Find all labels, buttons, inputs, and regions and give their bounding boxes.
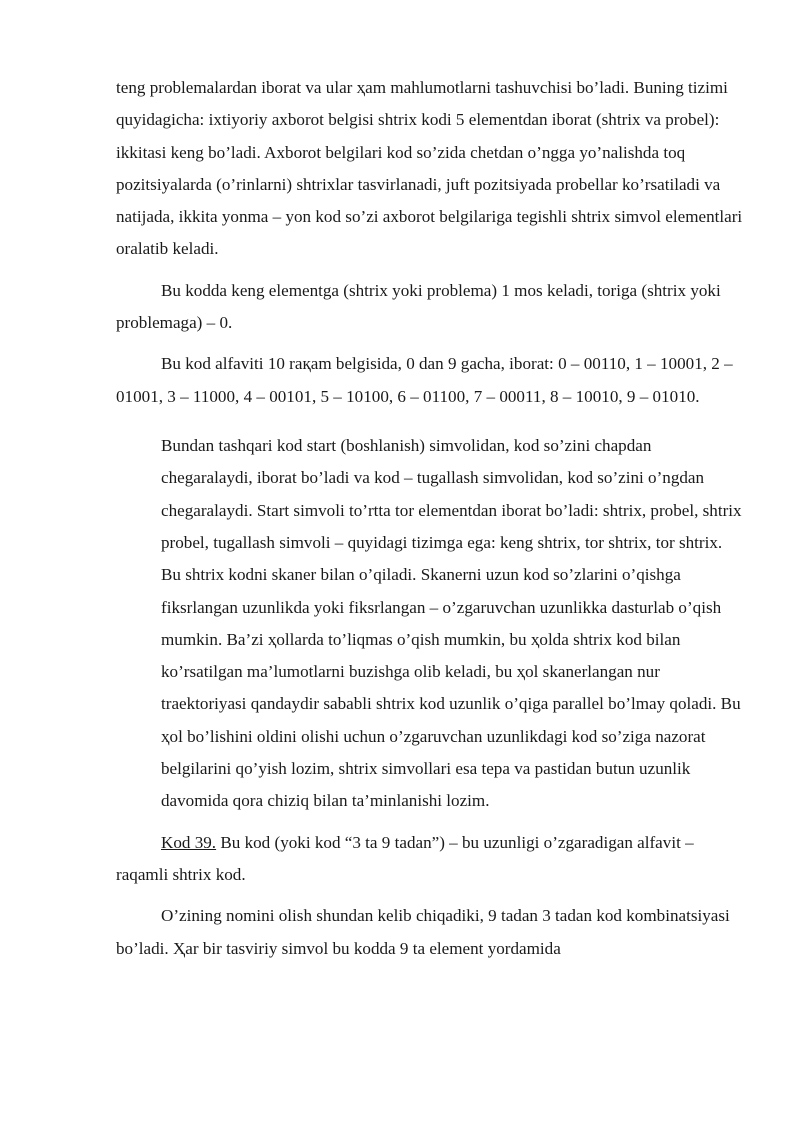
paragraph-name-origin: O’zining nomini olish shundan kelib chiqadiki, 9 tadan 3 tadan kod kombinatsiyasi bo’ladi. Ҳar bir tasviriy simvol bu kodda 9 ta element yordamida [116, 906, 730, 958]
kod39-text: Bu kod (yoki kod “3 ta 9 tadan”) – bu uzunligi o’zgaradigan alfavit – raqamli shtrix kod. [116, 832, 694, 884]
paragraph-alphabet: Bu kod alfaviti 10 raқam belgisida, 0 dan 9 gacha, iborat: 0 – 00110, 1 – 10001, 2 – 01001, 3 – 11000, 4 – 00101, 5 – 10100, 6 – 01100, 7 – 00011, 8 – 10010, 9 – 01010. [116, 354, 733, 406]
kod39-heading: Kod 39. [161, 832, 217, 852]
paragraph-start-stop-symbols: Bundan tashqari kod start (boshlanish) simvolidan, kod so’zini chapdan chegaralaydi, iborat bo’ladi va kod – tugallash simvolidan, kod so’zini o’ngdan chegaralaydi. Start simvoli to’rtta tor elementdan iborat bo’ladi: shtrix, probel, shtrix probel, tugallash simvoli – quyidagi tizimga ega: keng shtrix, tor shtrix, tor shtrix. Bu shtrix kodni skaner bilan o’qiladi. Skanerni uzun kod so’zlarini o’qishga fiksrlangan uzunlikda yoki fiksrlangan – o’zgaruvchan uzunlikka dasturlab o’qish mumkin. Ba’zi ҳollarda to’liqmas o’qish mumkin, bu ҳolda shtrix kod bilan ko’rsatilgan ma’lumotlarni buzishga olib keladi, bu ҳol skanerlangan nur traektoriyasi qandaydir sababli shtrix kod uzunlik o’qiga parallel bo’lmay qoladi. Bu ҳol bo’lishini oldini olishi uchun o’zgaruvchan uzunlikdagi kod so’ziga nazorat belgilarini qo’yish lozim, shtrix simvollari esa tepa va pastidan butun uzunlik davomida qora chiziq bilan ta’minlanishi lozim. [161, 436, 742, 811]
paragraph-kod39 [116, 827, 743, 892]
document-page [116, 72, 743, 974]
paragraph-wide-element: Bu kodda keng elementga (shtrix yoki problema) 1 mos keladi, toriga (shtrix yoki problemaga) – 0. [116, 280, 721, 333]
paragraph-continuation: teng problemalardan iborat va ular ҳam mahlumotlarni tashuvchisi bo’ladi. Buning tizimi quyidagicha: ixtiyoriy axborot belgisi shtrix kodi 5 elementdan iborat (shtrix va probel): ikkitasi keng bo’ladi. Axborot belgilari kod so’zida chetdan o’ngga yo’nalishda toq pozitsiyalarda (o’rinlarni) shtrixlar tasvirlanadi, juft pozitsiyada probellar ko’rsatiladi va natijada, ikkita yonma – yon kod so’zi axborot belgilariga tegishli shtrix simvol elementlari oralatib keladi. [116, 78, 743, 259]
